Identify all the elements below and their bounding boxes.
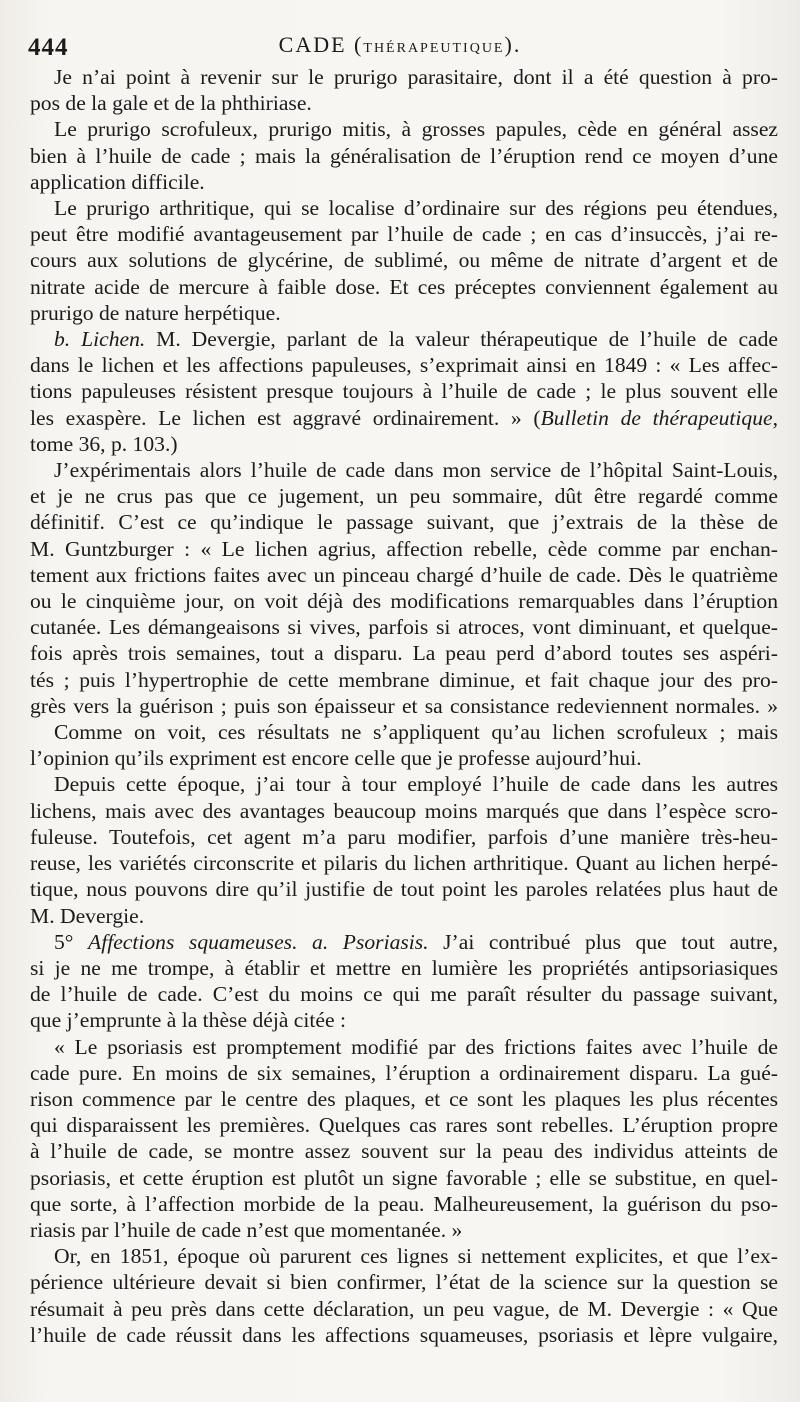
text-line	[30, 876, 778, 902]
text-line	[30, 509, 778, 535]
text-line	[30, 771, 778, 797]
text-line	[30, 143, 778, 169]
text-line	[30, 588, 778, 614]
line-text: Or, en 1851, époque où parurent ces lignes si nettement explicites, et que l’ex-	[54, 1244, 778, 1269]
text-line	[30, 1217, 778, 1243]
text-line	[30, 64, 778, 90]
text-line	[30, 798, 778, 824]
line-text: à l’huile de cade, se montre assez souvent sur la peau des individus atteints de	[30, 1139, 778, 1164]
line-text: M. Devergie, parlant de la valeur thérapeutique de l’huile de cade	[145, 327, 779, 352]
text-line	[30, 562, 778, 588]
text-line	[30, 1138, 778, 1164]
line-text: que j’emprunte à la thèse déjà citée :	[30, 1008, 346, 1033]
line-text: J’expérimentais alors l’huile de cade dans mon service de l’hôpital Saint-Louis,	[54, 458, 778, 483]
line-text: tions papuleuses résistent presque toujours à l’huile de cade ; le plus souvent elle	[30, 379, 778, 404]
text-line	[30, 352, 778, 378]
line-text: qui disparaissent les premières. Quelques cas rares sont rebelles. L’éruption propre	[30, 1113, 778, 1138]
text-line	[30, 431, 778, 457]
text-line	[30, 1296, 778, 1322]
line-text: prurigo de nature herpétique.	[30, 300, 281, 325]
line-text-tail: J’ai contribué plus que tout autre,	[428, 929, 778, 954]
line-text: application difficile.	[30, 169, 205, 194]
line-text: Le prurigo arthritique, qui se localise d’ordinaire sur des régions peu étendues,	[54, 196, 778, 221]
text-line	[30, 1112, 778, 1138]
line-text: résumait à peu près dans cette déclaration, un peu vague, de M. Devergie : « Que	[30, 1296, 778, 1321]
text-line	[30, 221, 778, 247]
text-line	[30, 300, 778, 326]
text-line	[30, 667, 778, 693]
line-text: les exaspère. Le lichen est aggravé ordinairement. » (	[30, 405, 541, 430]
running-head-main: CADE (	[278, 32, 364, 57]
text-line	[30, 326, 778, 352]
line-text: « Le psoriasis est promptement modifié par des frictions faites avec l’huile de	[54, 1034, 778, 1059]
line-text: bien à l’huile de cade ; mais la généralisation de l’éruption rend ce moyen d’une	[30, 143, 778, 168]
text-line	[30, 195, 778, 221]
text-line	[30, 1322, 778, 1348]
line-text: Le prurigo scrofuleux, prurigo mitis, à grosses papules, cède en général assez	[54, 117, 778, 142]
line-text: 5°	[54, 929, 88, 954]
text-line	[30, 405, 778, 431]
line-text: tome 36, p. 103.)	[30, 431, 178, 456]
text-line	[30, 693, 778, 719]
line-text: nitrate acide de mercure à faible dose. Et ces préceptes conviennent également au	[30, 274, 778, 299]
running-head	[28, 32, 772, 58]
line-text: définitif. C’est ce qu’indique le passage suivant, que j’extrais de la thèse de	[30, 510, 778, 535]
line-text: fois après trois semaines, tout a disparu. La peau perd d’abord toutes ses aspéri-	[30, 641, 778, 666]
line-text: M. Devergie.	[30, 903, 145, 928]
text-line	[30, 929, 778, 955]
line-text: dans le lichen et les affections papuleuses, s’exprimait ainsi en 1849 : « Les affec-	[30, 353, 778, 378]
line-text: tement aux frictions faites avec un pinceau chargé d’huile de cade. Dès le quatrième	[30, 562, 778, 587]
page-number: 444	[28, 34, 69, 61]
line-text: riasis par l’huile de cade n’est que momentanée. »	[30, 1217, 463, 1242]
line-text: que sorte, à l’affection morbide de la peau. Malheureusement, la guérison du pso-	[30, 1191, 778, 1216]
text-line	[30, 1165, 778, 1191]
line-text: tés ; puis l’hypertrophie de cette membrane diminue, et fait chaque jour des pro-	[30, 667, 778, 692]
line-text: cours aux solutions de glycérine, de sublimé, ou même de nitrate d’argent et de	[30, 248, 778, 273]
text-line	[30, 1007, 778, 1033]
text-line	[30, 1243, 778, 1269]
line-text: périence ultérieure devait si bien confirmer, l’état de la science sur la question se	[30, 1270, 778, 1295]
line-text: M. Guntzburger : « Le lichen agrius, affection rebelle, cède comme par enchan-	[30, 536, 778, 561]
text-line	[30, 614, 778, 640]
text-line	[30, 719, 778, 745]
line-text: reuse, les variétés circonscrite et pilaris du lichen arthritique. Quant au lichen herpé-	[30, 851, 778, 876]
text-line	[30, 640, 778, 666]
italic-heading: Affections squameuses. a. Psoriasis.	[88, 929, 429, 954]
text-line	[30, 90, 778, 116]
line-text: psoriasis, et cette éruption est plutôt un signe favorable ; elle se substitue, en quel-	[30, 1165, 778, 1190]
text-line	[30, 378, 778, 404]
line-text: Je n’ai point à revenir sur le prurigo parasitaire, dont il a été question à pro-	[54, 65, 778, 89]
italic-citation: Bulletin de thérapeutique	[540, 405, 773, 430]
line-text: cade pure. En moins de six semaines, l’éruption a ordinairement disparu. La gué-	[30, 1060, 778, 1085]
line-text: Depuis cette époque, j’ai tour à tour employé l’huile de cade dans les autres	[54, 772, 778, 797]
line-text: lichens, mais avec des avantages beaucoup moins marqués que dans l’espèce scro-	[30, 798, 778, 823]
line-text: et je ne crus pas que ce jugement, un peu sommaire, dût être regardé comme	[30, 484, 778, 509]
text-line	[30, 1060, 778, 1086]
text-line	[30, 903, 778, 929]
text-line	[30, 745, 778, 771]
line-text: si je ne me trompe, à établir et mettre en lumière les propriétés antipsoriasiques	[30, 955, 778, 980]
line-text: rison commence par le centre des plaques, et ce sont les plaques les plus récentes	[30, 1086, 778, 1111]
line-text: tique, nous pouvons dire qu’il justifie de tout point les paroles relatées plus haut de	[30, 877, 778, 902]
text-line	[30, 981, 778, 1007]
line-text: peut être modifié avantageusement par l’huile de cade ; en cas d’insuccès, j’ai re-	[30, 222, 778, 247]
text-line	[30, 536, 778, 562]
line-text: Comme on voit, ces résultats ne s’appliquent qu’au lichen scrofuleux ; mais	[54, 720, 778, 745]
text-line	[30, 1191, 778, 1217]
italic-heading: b. Lichen.	[54, 327, 146, 352]
text-line	[30, 955, 778, 981]
body-text	[30, 64, 778, 1348]
text-line	[30, 274, 778, 300]
line-text: l’huile de cade réussit dans les affections squameuses, psoriasis et lèpre vulgaire,	[30, 1322, 778, 1347]
text-line	[30, 457, 778, 483]
line-text-tail: ,	[772, 405, 778, 430]
text-line	[30, 850, 778, 876]
running-head-small-caps: THÉRAPEUTIQUE	[363, 41, 505, 56]
text-line	[30, 1034, 778, 1060]
line-text: grès vers la guérison ; puis son épaisseur et sa consistance redeviennent normales. »	[30, 693, 778, 718]
line-text: de l’huile de cade. C’est du moins ce qui me paraît résulter du passage suivant,	[30, 982, 778, 1007]
text-line	[30, 1269, 778, 1295]
line-text: cutanée. Les démangeaisons si vives, parfois si atroces, vont diminuant, et quelque-	[30, 615, 778, 640]
page-header	[28, 30, 772, 64]
text-line	[30, 116, 778, 142]
running-head-end: ).	[504, 32, 522, 57]
line-text: pos de la gale et de la phthiriase.	[30, 91, 312, 116]
line-text: fuleuse. Toutefois, cet agent m’a paru modifier, parfois d’une manière très-heu-	[30, 824, 778, 849]
text-line	[30, 483, 778, 509]
text-line	[30, 1086, 778, 1112]
text-line	[30, 824, 778, 850]
text-line	[30, 169, 778, 195]
line-text: ou le cinquième jour, on voit déjà des modifications remarquables dans l’éruption	[30, 589, 778, 614]
line-text: l’opinion qu’ils expriment est encore celle que je professe aujourd’hui.	[30, 746, 642, 771]
text-line	[30, 247, 778, 273]
